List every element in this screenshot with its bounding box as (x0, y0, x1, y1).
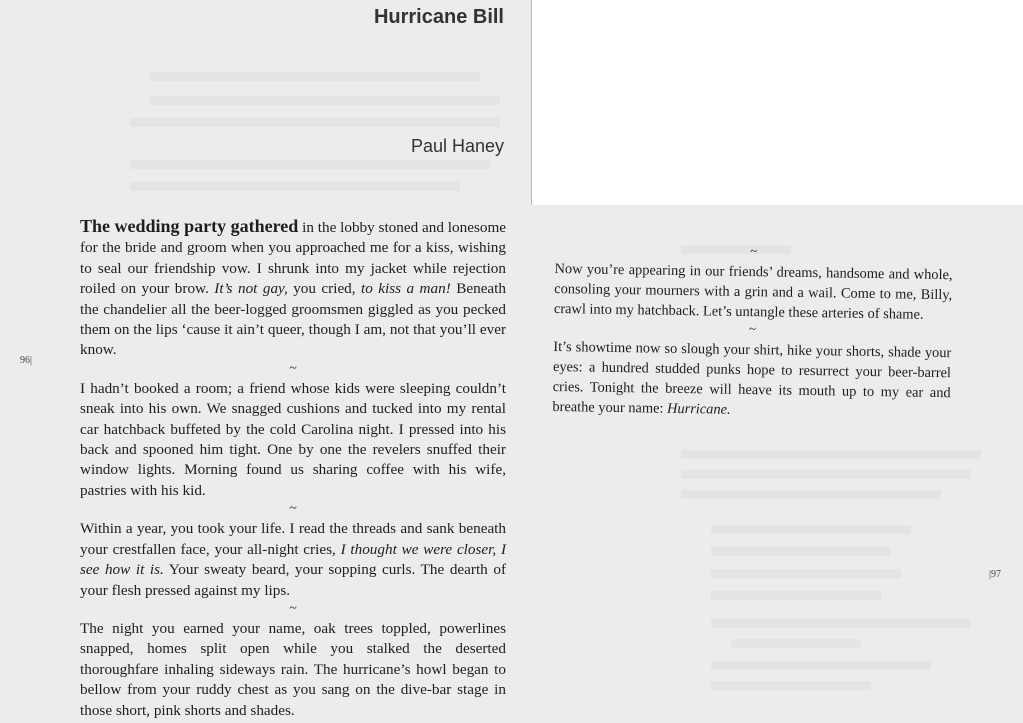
stanza-6: It’s showtime now so slough your shirt, hike your shorts, shade your eyes: a hundred studded punks hope to resurrect your beer-barrel cries. Tonight the breeze will heave its mouth up to my ear and breathe your name: Hurricane. (552, 338, 952, 418)
bleed-through-text (711, 619, 971, 628)
stanza-lead: The wedding party gathered (80, 216, 299, 236)
stanza-3: Within a year, you took your life. I read the threads and sank beneath your crestfallen face, your all-night cries, I thought we were closer, I see how it is. Your sweaty beard, your sopping curls. The dearth of your flesh pressed against my lips. (80, 520, 506, 599)
bleed-through-text (711, 547, 891, 556)
bleed-through-text (681, 450, 981, 459)
bleed-through-text (130, 182, 460, 191)
stanza-4: The night you earned your name, oak trees toppled, powerlines snapped, homes split open while you stalked the deserted thoroughfare inhaling sideways rain. The hurricane’s howl began to bellow from your ruddy chest as you sang on the dive-bar stage in those short, pink shorts and shades. (80, 619, 506, 719)
bleed-through-text (731, 639, 861, 648)
poem-title: Hurricane Bill (373, 6, 504, 28)
stanza-separator: ~ (750, 243, 758, 259)
bleed-through-text (681, 470, 971, 479)
bleed-through-text (711, 525, 911, 534)
page-number-left: 96| (20, 355, 33, 366)
page-number-right: |97 (989, 569, 1002, 580)
stanza-2: I hadn’t booked a room; a friend whose kids were sleeping couldn’t sneak into his own. We snagged cushions and tucked into my rental car hatchback buffeted by the cold Carolina night. I pressed into his back and spooned him tight. One by one the revelers snuffed their window lights. Morning found us sharing coffee with his wife, pastries with his kid. (80, 379, 506, 499)
bleed-through-text (711, 591, 881, 600)
bleed-through-text (681, 490, 941, 499)
stanza-separator: ~ (289, 600, 297, 616)
stanza-separator: ~ (289, 501, 297, 517)
bleed-through-text (711, 681, 871, 690)
bleed-through-text (130, 160, 490, 169)
stanza-separator: ~ (289, 360, 297, 376)
bleed-through-text (150, 96, 500, 105)
bleed-through-text (150, 72, 480, 81)
left-column (80, 216, 506, 721)
stanza-5: Now you’re appearing in our friends’ dreams, handsome and whole, consoling your mourners with a grin and a wail. Come to me, Billy, crawl into my hatchback. Let’s untangle these arteries of shame. (553, 260, 953, 323)
bleed-through-text (711, 661, 931, 670)
bleed-through-text (711, 569, 901, 578)
poem-author: Paul Haney (410, 136, 504, 156)
bleed-through-text (130, 118, 500, 127)
stanza-1: The wedding party gathered in the lobby stoned and lonesome for the bride and groom when you approached me for a kiss, wishing to seal our friendship vow. I shrunk into my jacket while rejection roiled on your brow. It’s not gay, you cried, to kiss a man! Beneath the chandelier all the beer-logged groomsmen giggled as you pecked them on the lips ‘cause it ain’t queer, though I am, not that you’ll ever know. (80, 216, 506, 359)
right-page (531, 205, 1023, 723)
stanza-separator: ~ (748, 321, 757, 337)
right-column (552, 241, 953, 423)
